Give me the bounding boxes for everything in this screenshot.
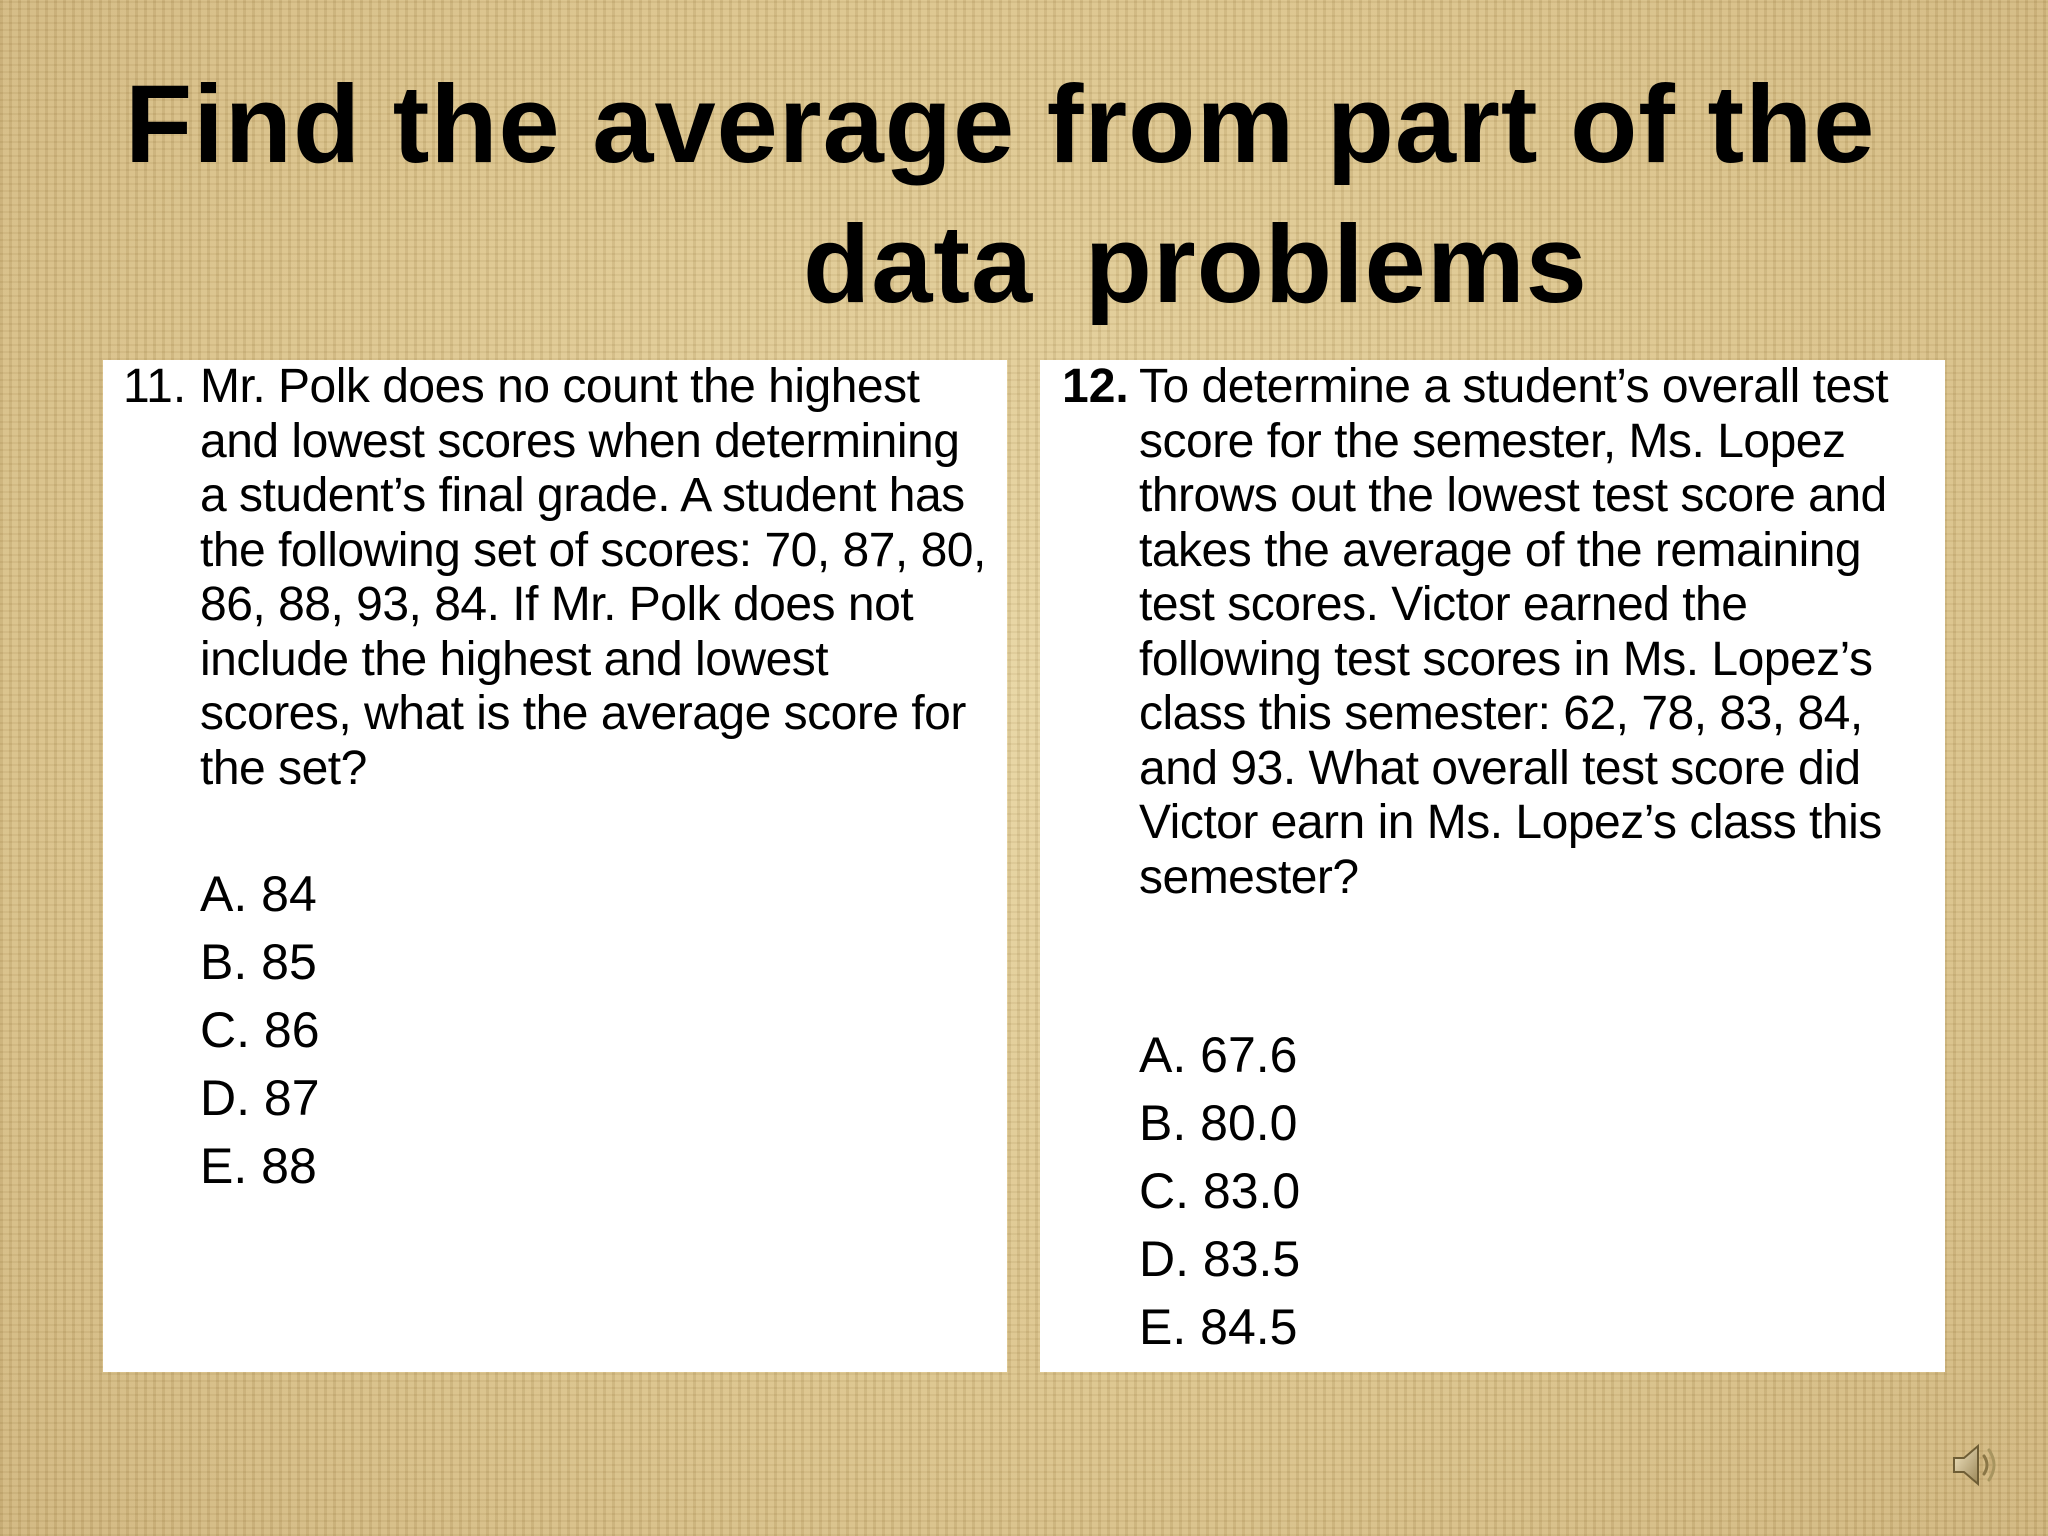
question-12-choice-a: A. 67.6 (1139, 1027, 1298, 1083)
question-12-text: To determine a student’s overall test score for the semester, Ms. Lopez throws out the lowest test score and takes the average of the remaining test scores. Victor earned the following test scores in Ms. Lopez’s class this semester: 62, 78, 83, 84, and 93. What overall test score did Victor earn in Ms. Lopez’s class this semester? (1139, 360, 1889, 904)
question-12-choice-e: E. 84.5 (1139, 1299, 1298, 1355)
slide-title-line-1: Find the average from part of the (125, 63, 1876, 186)
question-11-choice-d: D. 87 (200, 1070, 320, 1126)
question-11-number: 11. (123, 360, 187, 413)
question-12-choices (1139, 1021, 1300, 1361)
slide-title (0, 55, 2048, 335)
speaker-icon[interactable] (1948, 1438, 2004, 1492)
question-11-choice-c: C. 86 (200, 1002, 320, 1058)
question-12-choice-c: C. 83.0 (1139, 1163, 1301, 1219)
slide-title-line-2: data problems (803, 203, 1588, 326)
question-11-choice-b: B. 85 (200, 934, 317, 990)
question-12-number: 12. (1062, 360, 1129, 413)
question-12-choice-d: D. 83.5 (1139, 1231, 1301, 1287)
question-12-choice-b: B. 80.0 (1139, 1095, 1298, 1151)
question-11-choice-e: E. 88 (200, 1138, 317, 1194)
question-11-choice-a: A. 84 (200, 866, 317, 922)
question-11-choices (200, 860, 320, 1200)
question-11-text: Mr. Polk does no count the highest and lowest scores when determining a student’s final grade. A student has the following set of scores: 70, 87, 80, 86, 88, 93, 84. If Mr. Polk does not include the highest and lowest scores, what is the average score for the set? (200, 360, 986, 795)
